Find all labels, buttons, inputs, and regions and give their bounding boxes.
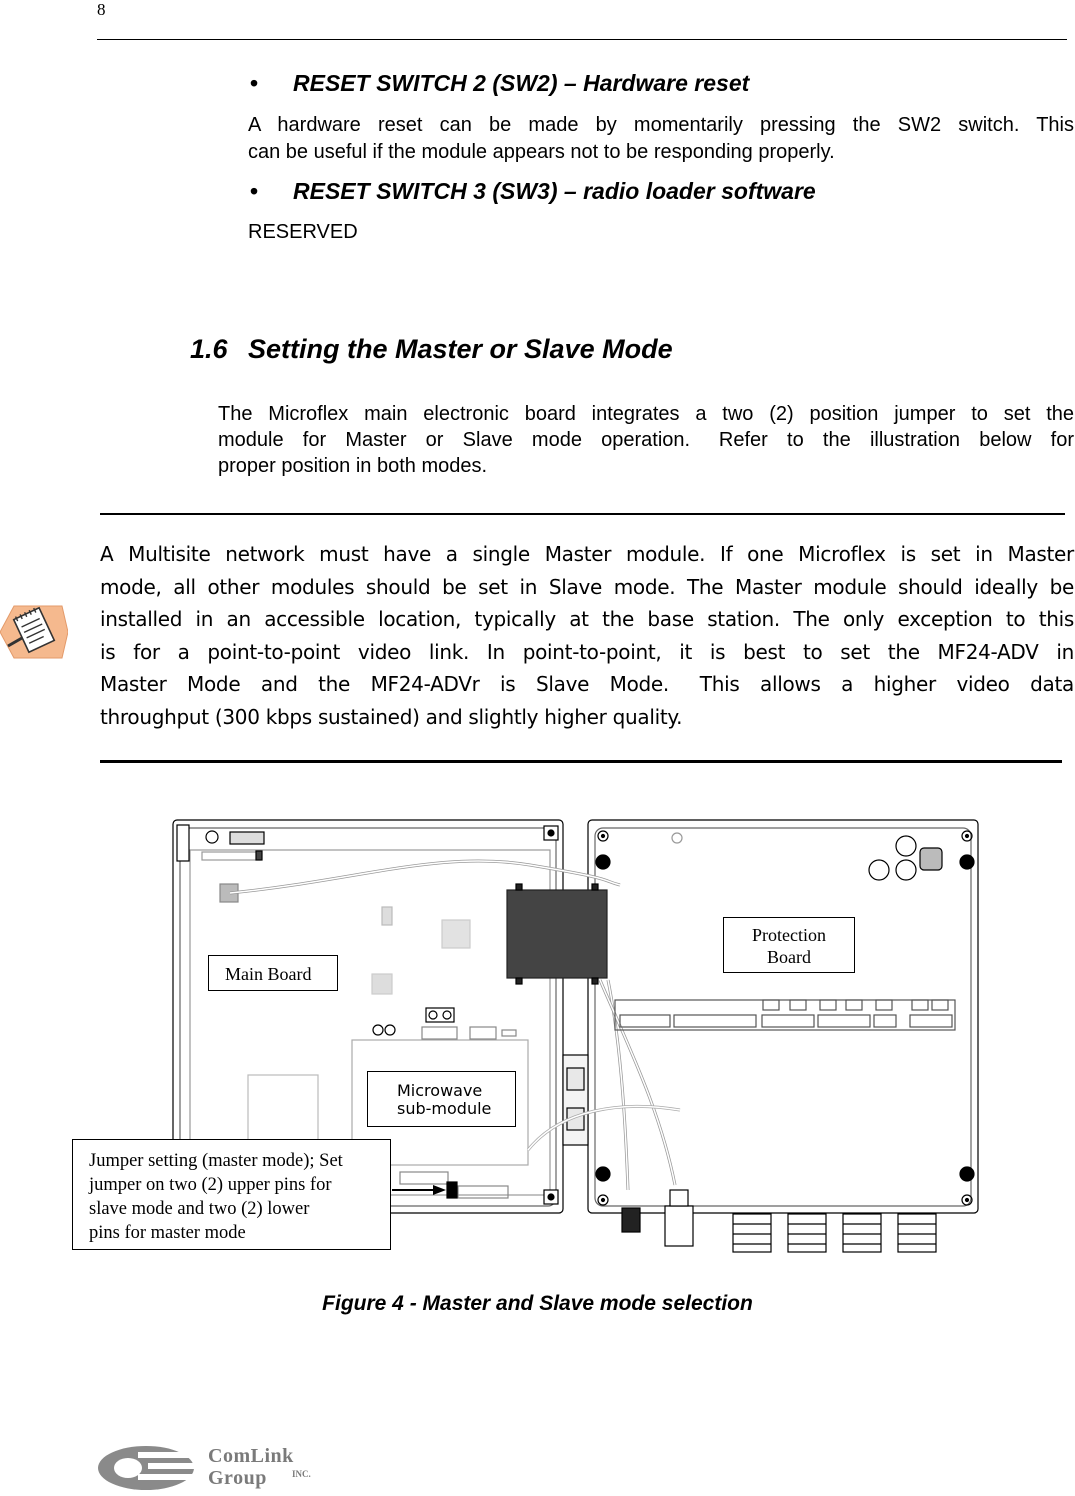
reset-sw2-heading [250,70,749,97]
jumper-line: slave mode and two (2) lower [89,1199,310,1219]
logo-name-1: ComLink [208,1445,294,1467]
note-line: mode, all other modules should be set in Slave mode. The Master module should ideally be [100,574,1074,599]
section-heading [190,334,673,365]
logo-mark-icon [98,1443,198,1493]
section-line3: proper position in both modes. [218,455,488,477]
logo-suffix: INC. [292,1469,311,1479]
section-line1: The Microflex main electronic board integrates a two (2) position jumper to set the [218,403,1074,425]
reset-sw2-line2: can be useful if the module appears not to be responding properly. [248,141,835,163]
note-line: A Multisite network must have a single Master module. If one Microflex is set in Master [100,542,1074,566]
reset-sw2-title: RESET SWITCH 2 (SW2) – Hardware reset [293,70,750,96]
microwave-submodule-label [367,1071,516,1127]
section-number: 1.6 [190,334,228,364]
page-number: 8 [97,0,106,19]
jumper-line: pins for master mode [89,1223,246,1243]
note-line: throughput (300 kbps sustained) and slightly higher quality. [100,704,683,729]
bullet: • [250,178,259,204]
section-title: Setting the Master or Slave Mode [248,334,673,364]
protection-board-label [723,917,855,973]
microwave-label-line1: Microwave [397,1081,483,1100]
main-board-label: Main Board [208,955,338,991]
reset-sw3-title: RESET SWITCH 3 (SW3) – radio loader software [293,178,816,204]
section-line2: module for Master or Slave mode operation. Refer to the illustration below for [218,429,1074,451]
note-bottom-rule [100,760,1062,763]
note-top-rule [100,513,1065,515]
header-rule [97,39,1067,40]
jumper-line: Jumper setting (master mode); Set [89,1151,343,1171]
protection-label-line1: Protection [752,925,826,945]
reset-sw3-heading [250,178,816,205]
note-line: installed in an accessible location, typically at the base station. The only exception to this [100,607,1074,631]
microwave-label-line2: sub-module [397,1099,492,1118]
note-line: is for a point-to-point video link. In point-to-point, it is best to set the MF24-ADV in [100,639,1074,664]
notepad-icon [0,600,68,669]
company-logo [98,1443,328,1493]
bullet: • [250,70,259,96]
jumper-line: jumper on two (2) upper pins for [89,1175,332,1195]
logo-name-2: Group [208,1467,267,1489]
note-text [100,538,1074,733]
reset-sw2-line1: A hardware reset can be made by momentarily pressing the SW2 switch. This [248,114,1074,136]
figure-caption: Figure 4 - Master and Slave mode selection [322,1292,753,1315]
note-line: Master Mode and the MF24-ADVr is Slave Mode. This allows a higher video data [100,672,1074,696]
reset-sw3-body: RESERVED [248,221,358,243]
protection-label-line2: Board [767,947,811,967]
jumper-setting-callout [72,1139,391,1250]
